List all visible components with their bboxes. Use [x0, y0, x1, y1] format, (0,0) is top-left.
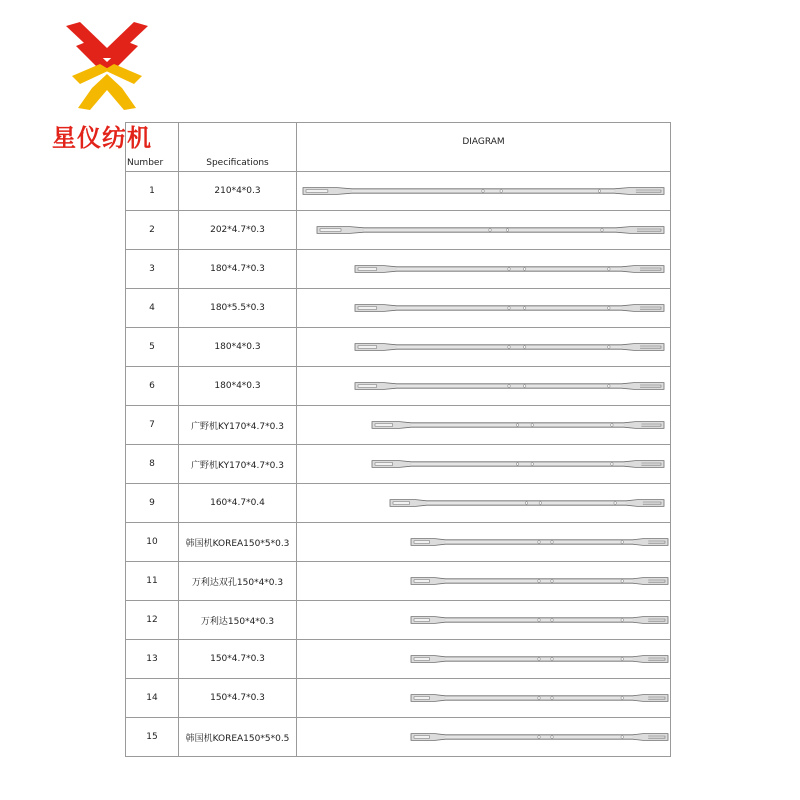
brand-logo: [52, 18, 162, 152]
row-specification: 广野机KY170*4.7*0.3: [179, 406, 297, 445]
header-specifications: Specifications: [179, 123, 297, 172]
table-row: [126, 640, 671, 679]
row-specification: 180*4.7*0.3: [179, 250, 297, 289]
row-specification: 万利达双孔150*4*0.3: [179, 562, 297, 601]
row-diagram: [297, 250, 671, 289]
row-diagram: [297, 679, 671, 718]
table-row: [126, 406, 671, 445]
table-row: [126, 601, 671, 640]
row-number: 6: [126, 367, 179, 406]
brand-name: 星仪纺机: [52, 124, 152, 152]
table-row: [126, 250, 671, 289]
row-diagram: [297, 328, 671, 367]
row-diagram: [297, 601, 671, 640]
row-diagram: [297, 484, 671, 523]
table-row: [126, 679, 671, 718]
table-row: [126, 445, 671, 484]
blade-diagram-icon: [353, 340, 665, 354]
table-row: [126, 484, 671, 523]
row-specification: 韩国机KOREA150*5*0.3: [179, 523, 297, 562]
blade-diagram-icon: [409, 652, 669, 666]
row-number: 12: [126, 601, 179, 640]
table-row: [126, 328, 671, 367]
row-specification: 180*4*0.3: [179, 328, 297, 367]
row-number: 14: [126, 679, 179, 718]
row-specification: 180*4*0.3: [179, 367, 297, 406]
blade-diagram-icon: [409, 613, 669, 627]
spec-table: [125, 122, 671, 757]
row-number: 5: [126, 328, 179, 367]
table-row: [126, 211, 671, 250]
row-number: 15: [126, 718, 179, 757]
row-number: 11: [126, 562, 179, 601]
table-row: [126, 523, 671, 562]
row-number: 10: [126, 523, 179, 562]
blade-diagram-icon: [353, 262, 665, 276]
row-diagram: [297, 289, 671, 328]
blade-diagram-icon: [353, 379, 665, 393]
blade-diagram-icon: [409, 691, 669, 705]
blade-diagram-icon: [315, 223, 665, 237]
row-diagram: [297, 172, 671, 211]
blade-diagram-icon: [370, 457, 665, 471]
row-number: 2: [126, 211, 179, 250]
row-specification: 150*4.7*0.3: [179, 640, 297, 679]
blade-diagram-icon: [409, 574, 669, 588]
row-diagram: [297, 640, 671, 679]
header-diagram: DIAGRAM: [297, 123, 671, 172]
row-number: 4: [126, 289, 179, 328]
row-diagram: [297, 523, 671, 562]
row-number: 9: [126, 484, 179, 523]
table-body: [126, 172, 671, 757]
row-number: 3: [126, 250, 179, 289]
row-diagram: [297, 406, 671, 445]
row-specification: 万利达150*4*0.3: [179, 601, 297, 640]
blade-diagram-icon: [388, 496, 665, 510]
row-specification: 202*4.7*0.3: [179, 211, 297, 250]
blade-diagram-icon: [353, 301, 665, 315]
row-specification: 韩国机KOREA150*5*0.5: [179, 718, 297, 757]
table-header-row: [126, 123, 671, 172]
blade-diagram-icon: [301, 184, 665, 198]
table-row: [126, 718, 671, 757]
table-row: [126, 367, 671, 406]
row-number: 7: [126, 406, 179, 445]
blade-diagram-icon: [409, 535, 669, 549]
row-specification: 广野机KY170*4.7*0.3: [179, 445, 297, 484]
table-row: [126, 289, 671, 328]
table-row: [126, 172, 671, 211]
row-specification: 180*5.5*0.3: [179, 289, 297, 328]
row-diagram: [297, 445, 671, 484]
row-number: 1: [126, 172, 179, 211]
row-specification: 160*4.7*0.4: [179, 484, 297, 523]
row-diagram: [297, 211, 671, 250]
row-number: 8: [126, 445, 179, 484]
row-number: 13: [126, 640, 179, 679]
row-diagram: [297, 718, 671, 757]
header-number: Number: [126, 123, 179, 172]
row-diagram: [297, 367, 671, 406]
row-specification: 210*4*0.3: [179, 172, 297, 211]
brand-x-icon: [62, 18, 152, 113]
row-specification: 150*4.7*0.3: [179, 679, 297, 718]
row-diagram: [297, 562, 671, 601]
blade-diagram-icon: [409, 730, 669, 744]
blade-diagram-icon: [370, 418, 665, 432]
table-row: [126, 562, 671, 601]
